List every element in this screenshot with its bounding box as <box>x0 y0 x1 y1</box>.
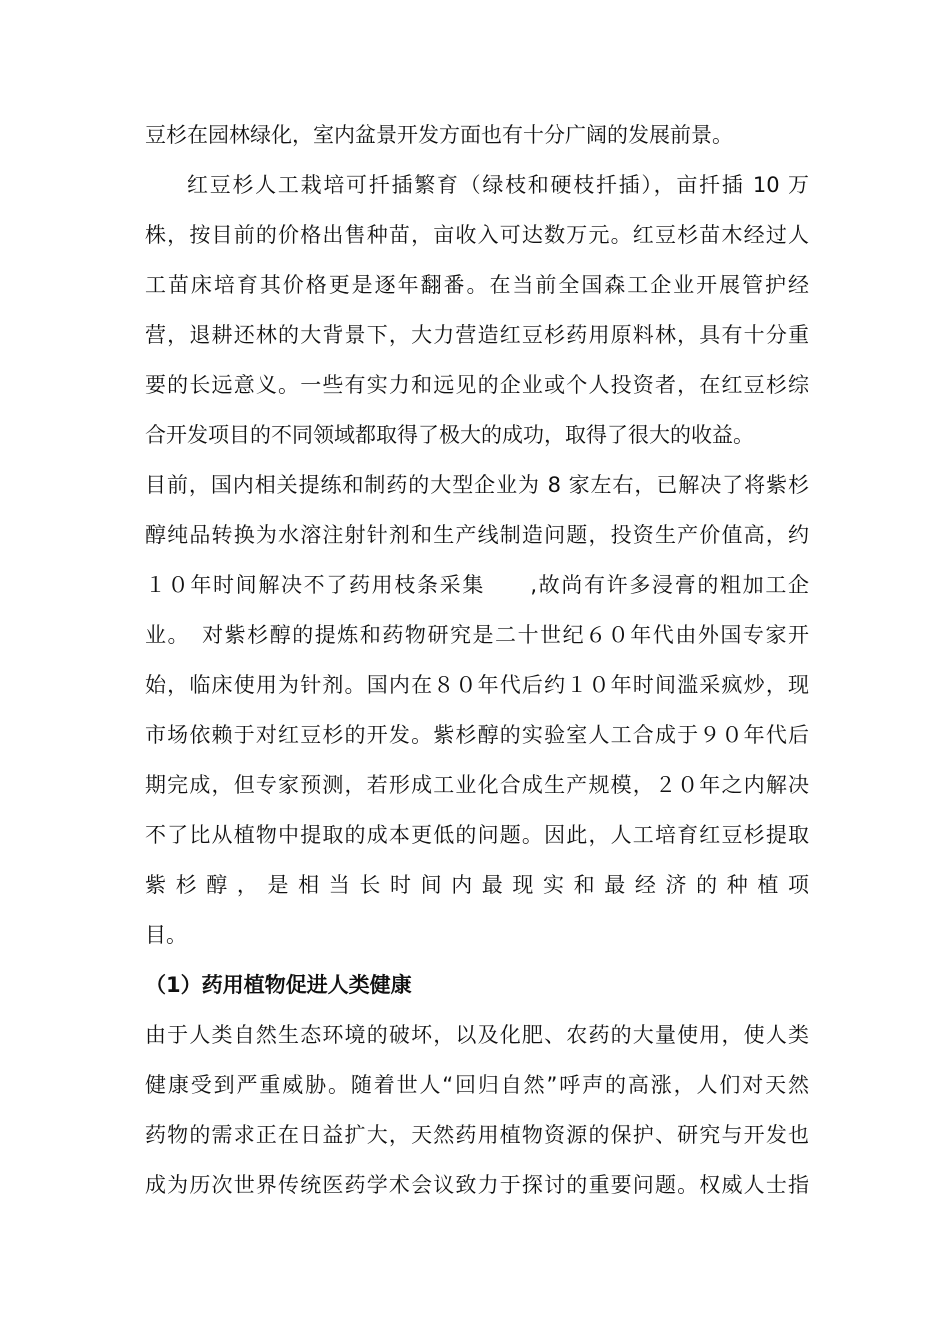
text-line: 株，按目前的价格出售种苗，亩收入可达数万元。红豆杉苗木经过人 <box>145 223 809 247</box>
text-line: 健康受到严重威胁。随着世人“回归自然”呼声的高涨，人们对天然 <box>145 1073 809 1097</box>
document-body <box>145 110 809 1210</box>
section-heading: （1）药用植物促进人类健康 <box>145 973 412 997</box>
text-line: 市场依赖于对红豆杉的开发。紫杉醇的实验室人工合成于９０年代后 <box>145 723 809 747</box>
text-line: １０年时间解决不了药用枝条采集 ,故尚有许多浸膏的粗加工企 <box>145 573 809 597</box>
text-line: 合开发项目的不同领域都取得了极大的成功，取得了很大的收益。 <box>145 423 754 447</box>
text-line: 不了比从植物中提取的成本更低的问题。因此，人工培育红豆杉提取 <box>145 823 809 847</box>
paragraph-first-line: 红豆杉人工栽培可扦插繁育（绿枝和硬枝扦插），亩扦插 10 万 <box>187 173 809 197</box>
text-line: 期完成，但专家预测，若形成工业化合成生产规模，２０年之内解决 <box>145 773 809 797</box>
text-line: 豆杉在园林绿化，室内盆景开发方面也有十分广阔的发展前景。 <box>145 123 733 147</box>
text-line: 要的长远意义。一些有实力和远见的企业或个人投资者，在红豆杉综 <box>145 373 809 397</box>
text-line: 药物的需求正在日益扩大，天然药用植物资源的保护、研究与开发也 <box>145 1123 809 1147</box>
text-line: 成为历次世界传统医药学术会议致力于探讨的重要问题。权威人士指 <box>145 1173 809 1197</box>
text-line: 目。 <box>145 923 187 947</box>
text-line: 工苗床培育其价格更是逐年翻番。在当前全国森工企业开展管护经 <box>145 273 809 297</box>
text-line: 始，临床使用为针剂。国内在８０年代后约１０年时间滥采疯炒，现 <box>145 673 809 697</box>
text-line: 醇纯品转换为水溶注射针剂和生产线制造问题，投资生产价值高，约 <box>145 523 809 547</box>
text-line: 紫杉醇，是相当长时间内最现实和最经济的种植项 <box>145 873 809 897</box>
text-line: 由于人类自然生态环境的破坏，以及化肥、农药的大量使用，使人类 <box>145 1023 809 1047</box>
text-line: 目前，国内相关提练和制药的大型企业为 8 家左右，已解决了将紫杉 <box>145 473 809 497</box>
text-line: 业。 对紫杉醇的提炼和药物研究是二十世纪６０年代由外国专家开 <box>145 623 809 647</box>
text-line: 营，退耕还林的大背景下，大力营造红豆杉药用原料林，具有十分重 <box>145 323 809 347</box>
